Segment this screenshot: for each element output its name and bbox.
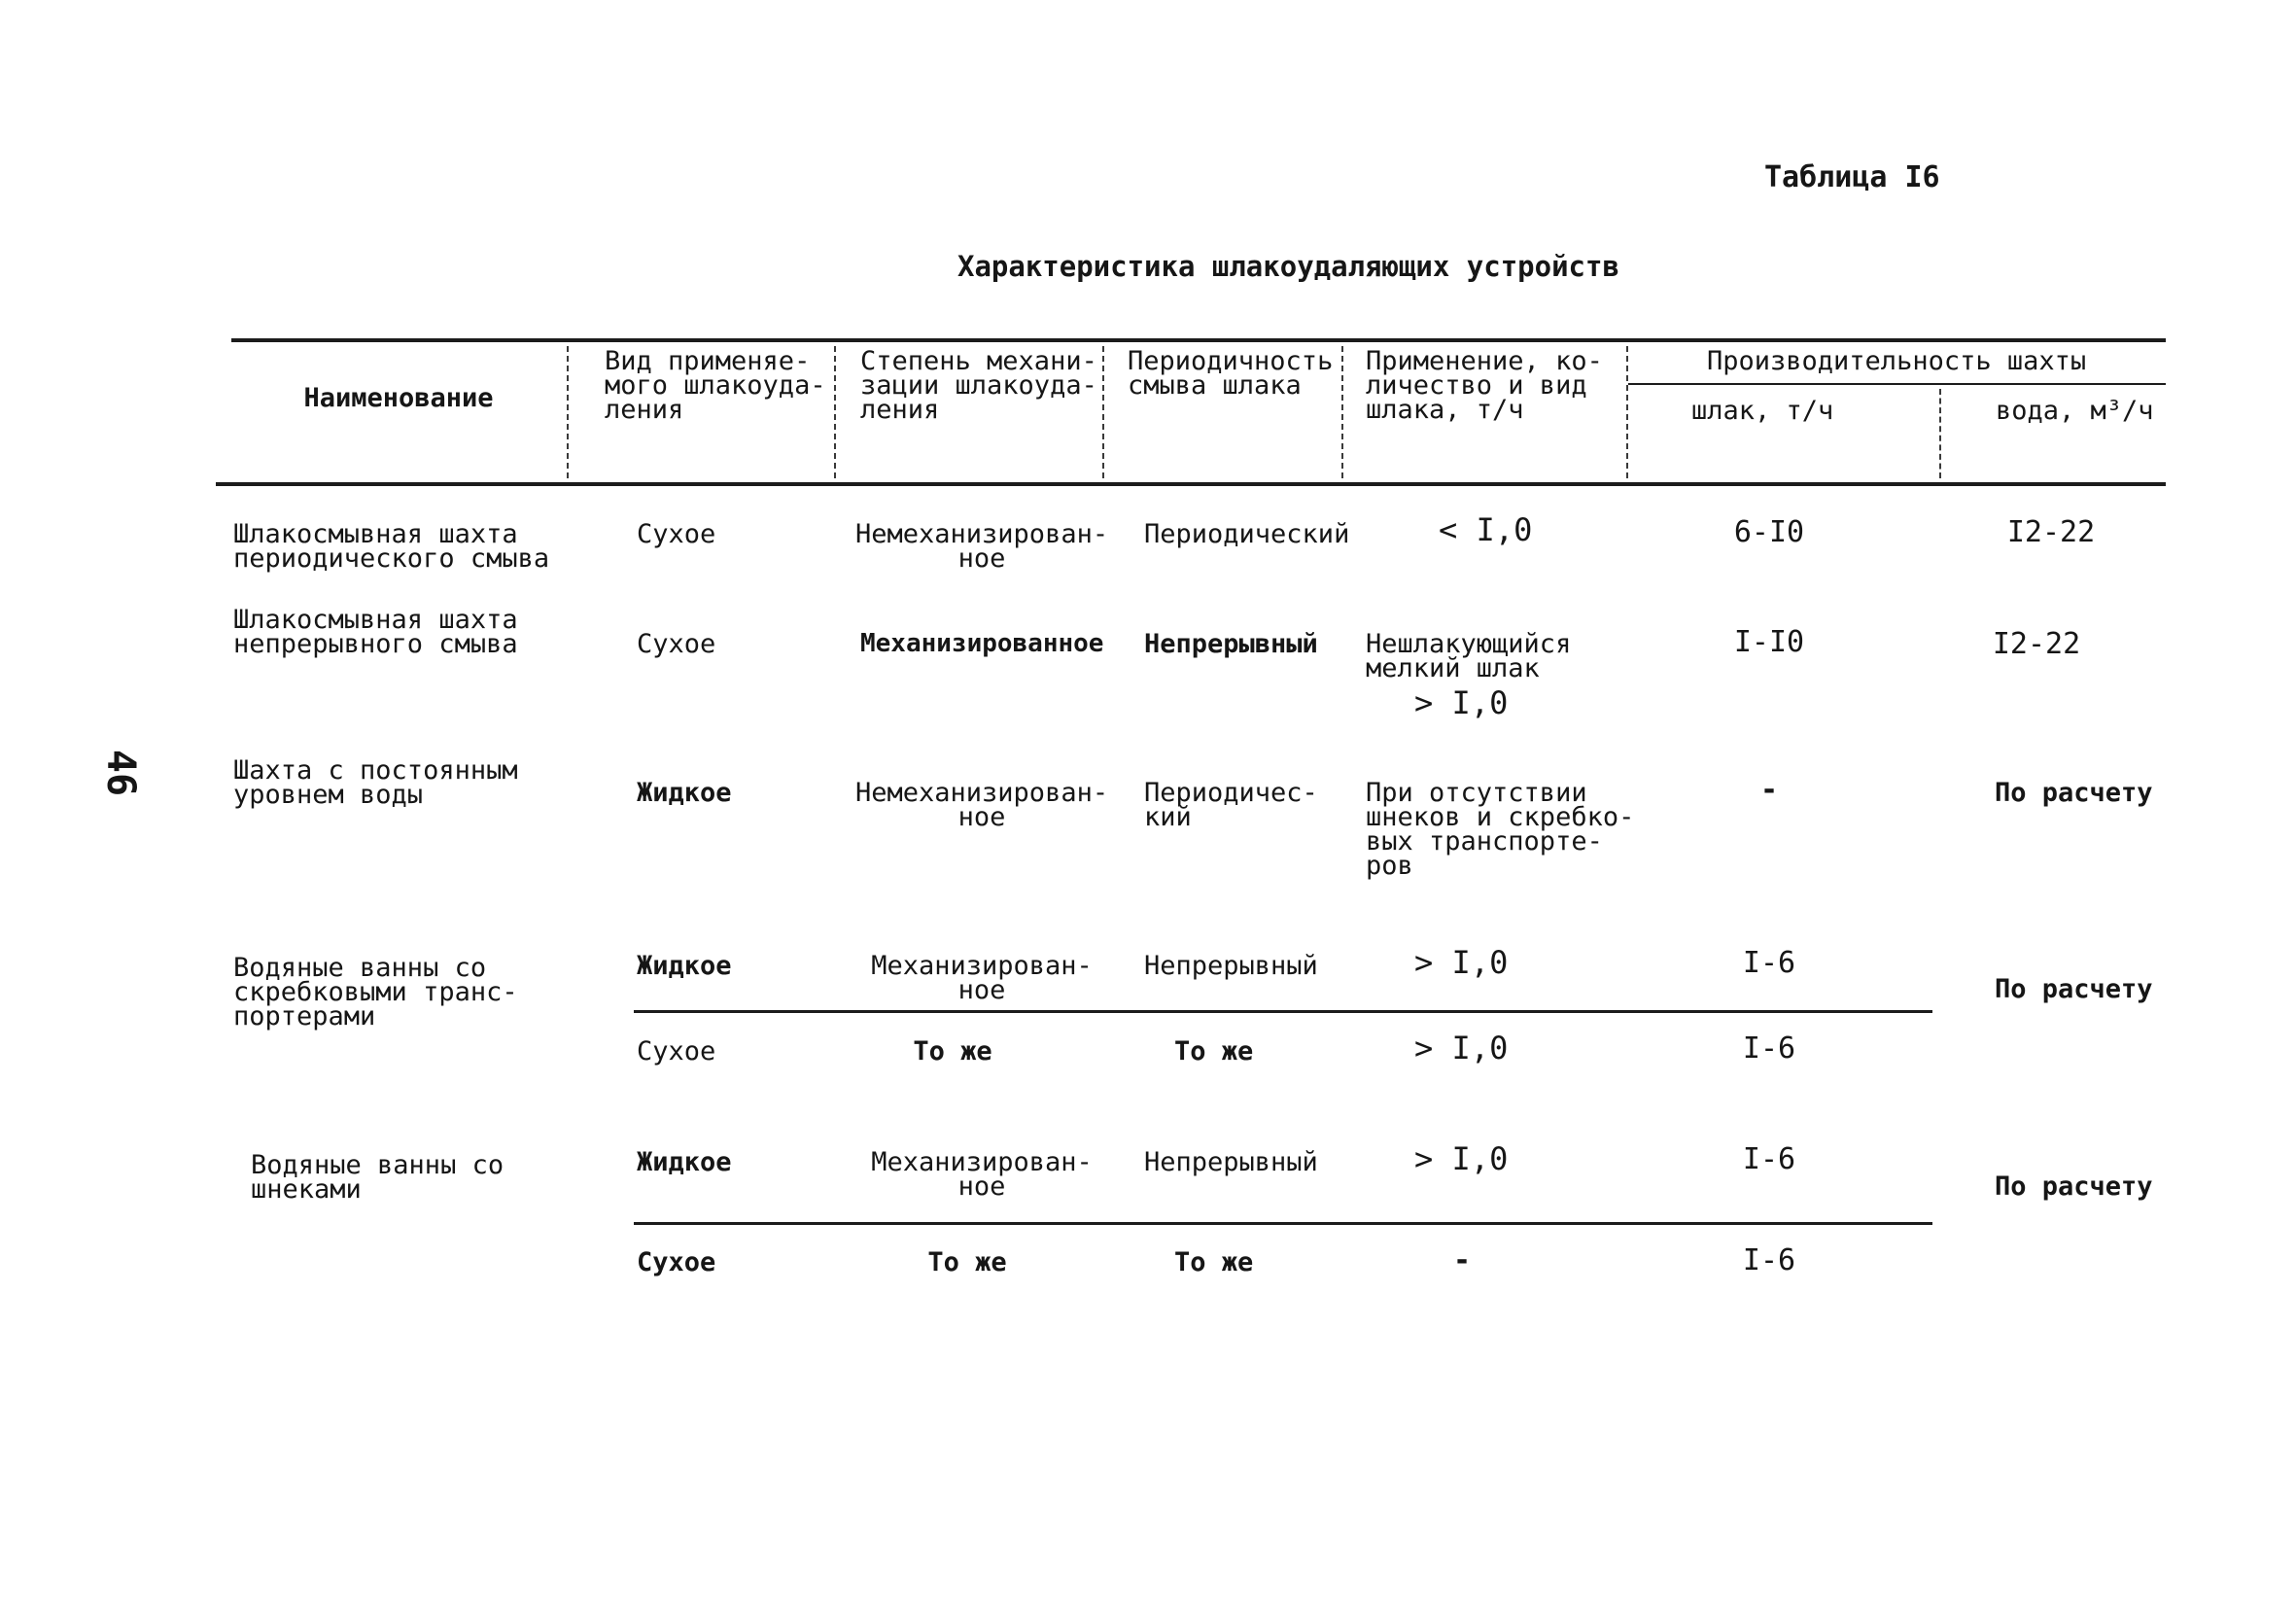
- row5-sub1-slag: I-6: [1742, 1142, 1796, 1176]
- header-separator: [567, 346, 569, 478]
- table-label: Таблица I6: [1764, 160, 1940, 194]
- row1-water: I2-22: [2006, 515, 2096, 549]
- row5-sub1-periodicity: Непрерывный: [1144, 1147, 1318, 1177]
- table-caption: Характеристика шлакоудаляющих устройств: [957, 250, 1619, 283]
- row1-periodicity: Периодический: [1144, 519, 1350, 549]
- row3-mechanization: Немеханизирован- ное: [855, 778, 1109, 832]
- row4-sub2-slag: I-6: [1742, 1031, 1796, 1066]
- row5-sub1-type: Жидкое: [637, 1147, 732, 1177]
- header-top-rule: [231, 338, 2166, 342]
- row4-sub2-type: Сухое: [637, 1036, 716, 1066]
- row4-name: Водяные ванны со скребковыми транс- портерами: [233, 953, 518, 1031]
- row3-name: Шахта с постоянным уровнем воды: [233, 755, 518, 810]
- row1-type: Сухое: [637, 519, 716, 549]
- header-separator: [1939, 389, 1941, 478]
- row5-name: Водяные ванны со шнеками: [251, 1150, 504, 1205]
- row1-name: Шлакосмывная шахта периодического смыва: [233, 519, 550, 574]
- row4-sub2-application: > I,0: [1414, 1030, 1509, 1066]
- row4-sub2-mechanization: То же: [913, 1036, 992, 1066]
- row4-sub1-application: > I,0: [1414, 944, 1509, 981]
- row3-water: По расчету: [1995, 778, 2153, 808]
- row4-sub1-mechanization: Механизирован- ное: [871, 951, 1093, 1005]
- header-separator: [1102, 346, 1104, 478]
- row3-periodicity: Периодичес- кий: [1144, 778, 1318, 832]
- row2-water: I2-22: [1992, 627, 2081, 661]
- header-slag: шлак, т/ч: [1691, 396, 1834, 426]
- row5-sub2-periodicity: То же: [1174, 1247, 1254, 1277]
- header-separator: [1626, 346, 1628, 478]
- header-separator: [1341, 346, 1343, 478]
- row2-mechanization: Механизированное: [860, 629, 1104, 658]
- row4-water: По расчету: [1995, 974, 2153, 1004]
- row1-slag: 6-I0: [1733, 515, 1805, 549]
- row5-sub1-application: > I,0: [1414, 1140, 1509, 1177]
- header-mechanization: Степень механи- зации шлакоуда- ления: [860, 346, 1097, 425]
- header-application: Применение, ко- личество и вид шлака, т/ч: [1366, 346, 1603, 425]
- header-productivity: Производительность шахты: [1707, 346, 2087, 376]
- row2-name: Шлакосмывная шахта непрерывного смыва: [233, 605, 518, 659]
- row3-type: Жидкое: [637, 778, 732, 808]
- header-separator: [834, 346, 836, 478]
- row1-mechanization: Немеханизирован- ное: [855, 519, 1109, 574]
- header-type: Вид применяе- мого шлакоуда- ления: [605, 346, 826, 425]
- header-bottom-rule: [216, 482, 2166, 486]
- row5-split-rule: [634, 1222, 1932, 1225]
- row5-water: По расчету: [1995, 1171, 2153, 1202]
- row4-sub1-periodicity: Непрерывный: [1144, 951, 1318, 981]
- page-number: 46: [98, 749, 144, 797]
- row4-split-rule: [634, 1010, 1932, 1013]
- row5-sub2-application: -: [1453, 1243, 1472, 1277]
- row2-periodicity: Непрерывный: [1144, 629, 1318, 659]
- row4-sub2-periodicity: То же: [1174, 1036, 1254, 1066]
- row2-type: Сухое: [637, 629, 716, 659]
- row3-application: При отсутствии шнеков и скребко- вых транспорте- ров: [1366, 778, 1635, 881]
- row5-sub2-slag: I-6: [1742, 1243, 1796, 1277]
- row2-application-value: > I,0: [1414, 684, 1509, 721]
- row2-slag: I-I0: [1733, 625, 1805, 659]
- row4-sub1-type: Жидкое: [637, 951, 732, 981]
- row5-sub2-type: Сухое: [637, 1247, 716, 1277]
- row3-slag: -: [1759, 773, 1779, 807]
- row1-application: < I,0: [1439, 511, 1533, 548]
- header-sub-rule: [1628, 383, 2166, 385]
- header-water: вода, м³/ч: [1996, 396, 2154, 426]
- row5-sub2-mechanization: То же: [927, 1247, 1007, 1277]
- row4-sub1-slag: I-6: [1742, 946, 1796, 980]
- header-name: Наименование: [303, 383, 494, 413]
- header-periodicity: Периодичность смыва шлака: [1128, 346, 1334, 401]
- row5-sub1-mechanization: Механизирован- ное: [871, 1147, 1093, 1202]
- row2-application: Нешлакующийся мелкий шлак: [1366, 629, 1572, 683]
